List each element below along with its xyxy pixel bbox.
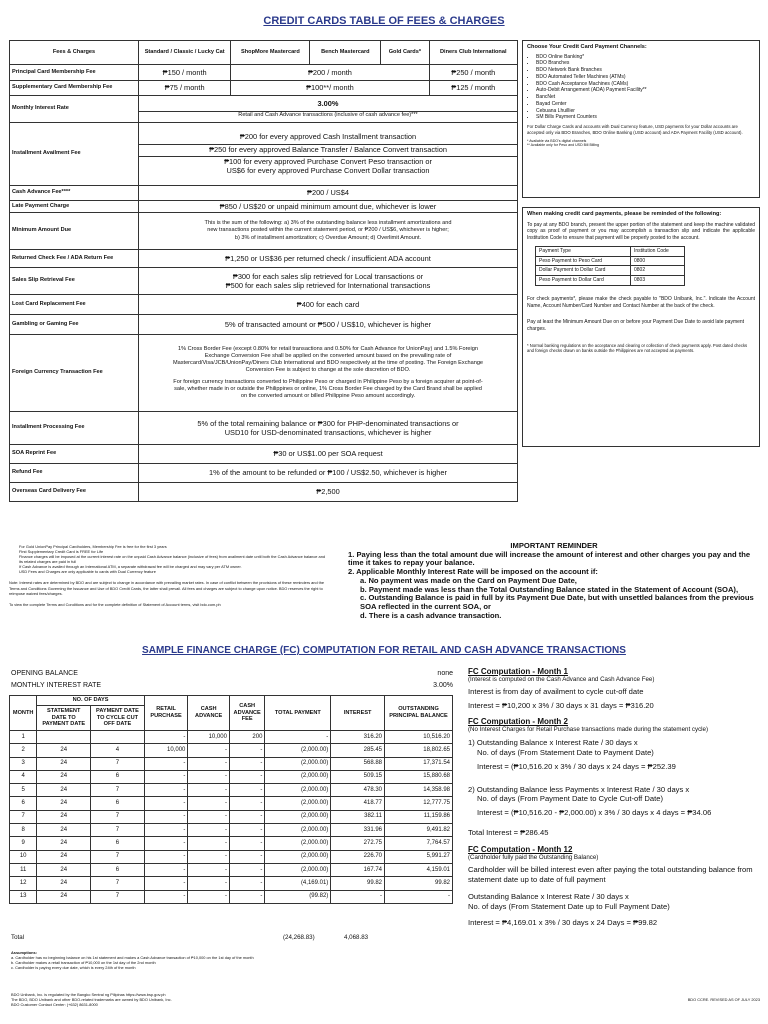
inst-proc-2: USD10 for USD-denominated transactions, whichever is higher bbox=[224, 428, 432, 437]
row-gambling bbox=[10, 315, 518, 335]
inst-code: 0802 bbox=[630, 266, 684, 276]
channels-list bbox=[527, 54, 755, 122]
fc-cell: 24 bbox=[37, 797, 91, 810]
revision-note: BDO CCRE. REVISED AS OF JULY 2023 bbox=[687, 997, 760, 1002]
legal-text bbox=[11, 992, 451, 1007]
h-total: TOTAL PAYMENT bbox=[265, 696, 331, 731]
channel-item: • BDO Network Bank Branches bbox=[536, 67, 755, 74]
fc-cell: 478.30 bbox=[331, 784, 385, 797]
footnote-1: For Gold UnionPay Principal Cardholders, Membership Fee is free for the first 3 years bbox=[19, 544, 167, 549]
total-label: Total bbox=[11, 934, 25, 941]
h-pay: PAYMENT DATE TO CYCLE CUT OFF DATE bbox=[91, 706, 145, 731]
fc-cell: 167.74 bbox=[331, 863, 385, 876]
fc-cell: - bbox=[188, 877, 230, 890]
fees-table bbox=[9, 40, 518, 502]
fc-cell: 8 bbox=[10, 824, 37, 837]
channel-item: • BancNet bbox=[536, 94, 755, 101]
reminder-p1: To pay at any BDO branch, present the upper portion of the statement and keep the machine validated copy as proof of payment or you may accomplish a transaction slip and indicate the applicable Institution Code to ensure that payment will be properly posted to the account. bbox=[527, 221, 755, 242]
row-cash-advance bbox=[10, 186, 518, 201]
fc-cell: 6 bbox=[91, 837, 145, 850]
header-shopmore: ShopMore Mastercard bbox=[231, 41, 310, 65]
label: Sales Slip Retrieval Fee bbox=[10, 268, 139, 295]
fc-cell: 200 bbox=[229, 731, 264, 744]
fc-row bbox=[10, 824, 453, 837]
reminder-title: When making credit card payments, please be reminded of the following: bbox=[527, 211, 722, 217]
label: Installment Availment Fee bbox=[10, 123, 139, 186]
row-foreign bbox=[10, 335, 518, 412]
fc-row bbox=[10, 837, 453, 850]
fc-cell: - bbox=[229, 863, 264, 876]
fc-cell: - bbox=[229, 810, 264, 823]
fc-cell: (2,000.00) bbox=[265, 784, 331, 797]
label: Minimum Amount Due bbox=[10, 213, 139, 250]
fc-cell: 11 bbox=[10, 863, 37, 876]
fc-cell: (4,169.01) bbox=[265, 877, 331, 890]
fc-cell: - bbox=[144, 890, 188, 903]
row-overseas bbox=[10, 483, 518, 502]
fc-cell: 316.20 bbox=[331, 731, 385, 744]
principal-mid: ₱200 / month bbox=[231, 65, 429, 81]
fc-cell: 24 bbox=[37, 890, 91, 903]
fc-cell: - bbox=[188, 850, 230, 863]
fc-row bbox=[10, 863, 453, 876]
fc-cell: 7 bbox=[91, 784, 145, 797]
gambling-value: 5% of transacted amount or ₱500 / US$10, whichever is higher bbox=[139, 315, 518, 335]
fc-cell: (2,000.00) bbox=[265, 757, 331, 770]
important-l1: 1. Paying less than the total amount due will increase the amount of interest and other charges you pay and the time it takes to repay your balance. bbox=[348, 549, 751, 568]
fc-cell: - bbox=[188, 757, 230, 770]
fc-cell: 7 bbox=[91, 877, 145, 890]
channels-note: For Dollar Charge Cards and accounts with Dual Currency feature, USD payments for your Dollar accounts are accepted only via BDO Branches, BDO Online Banking (USD account) and ADA Payment Facility (USD account). bbox=[527, 124, 743, 135]
m12-l4: Interest = ₱4,169.01 x 3% / 30 days x 24 Days = ₱99.82 bbox=[468, 918, 658, 928]
label: Foreign Currency Transaction Fee bbox=[10, 335, 139, 412]
total-interest: 4,068.83 bbox=[344, 934, 369, 941]
min-line3: b) 3% of installment amortization; c) Overdue Amount; d) Overlimit Amount. bbox=[234, 234, 422, 241]
fc-cell: - bbox=[144, 784, 188, 797]
m2-l5: No. of days (From Payment Date to Cycle Cut-off Date) bbox=[477, 794, 663, 804]
fc-cell: 285.45 bbox=[331, 744, 385, 757]
m1-title: FC Computation - Month 1 bbox=[468, 667, 568, 676]
fc-row bbox=[10, 810, 453, 823]
fc-cell: - bbox=[331, 890, 385, 903]
fc-cell: 2 bbox=[10, 744, 37, 757]
row-interest bbox=[10, 96, 518, 123]
inst-type: Peso Payment to Dollar Card bbox=[536, 276, 631, 286]
fc-cell: 24 bbox=[37, 877, 91, 890]
assumptions bbox=[11, 950, 451, 970]
principal-standard: ₱150 / month bbox=[139, 65, 231, 81]
important-d: d. There is a cash advance transaction. bbox=[360, 610, 502, 620]
channel-item: • SM Bills Payment Counters bbox=[536, 114, 755, 121]
fc-cell: 1 bbox=[10, 731, 37, 744]
label: Installment Processing Fee bbox=[10, 412, 139, 445]
fc-cell: 509.15 bbox=[331, 770, 385, 783]
label: SOA Reprint Fee bbox=[10, 445, 139, 464]
fc-cell: 10,516.20 bbox=[385, 731, 453, 744]
h-cafee: CASH ADVANCE FEE bbox=[229, 696, 264, 731]
important-b: b. Payment made was less than the Total Outstanding Balance stated in the Statement of Account (SOA), bbox=[360, 584, 739, 594]
fc-cell: - bbox=[144, 850, 188, 863]
fc-cell: 24 bbox=[37, 837, 91, 850]
m1-l1: Interest is from day of availment to cycle cut-off date bbox=[468, 687, 644, 696]
foreign-p1: 1% Cross Border Fee (except 0.80% for retail transactions and 0.50% for Cash Advance for UnionPay) and 1.5% Foreign Exchange Conversion Fee shall be applied on the converted amount based on the prevailing rate of Mastercard/Visa/JCB/UnionPay/Diners Club International and BDO respectively at the time of posting. The Foreign Exchange Conversion Fee is subject to change at the sole discretion of BDO. bbox=[172, 345, 484, 374]
rate-value: 3.00% bbox=[433, 682, 453, 689]
inst-cash: ₱200 for every approved Cash Installment transaction bbox=[239, 132, 417, 142]
fc-cell: 5 bbox=[10, 784, 37, 797]
important-l2: 2. Applicable Monthly Interest Rate will be imposed on the account if: bbox=[348, 567, 598, 577]
inst-balance: ₱250 for every approved Balance Transfer / Balance Convert transaction bbox=[139, 144, 517, 154]
fc-cell: - bbox=[385, 890, 453, 903]
sample-title: SAMPLE FINANCE CHARGE (FC) COMPUTATION FOR RETAIL AND CASH ADVANCE TRANSACTIONS bbox=[142, 645, 626, 656]
assumption-b: b. Cardholder makes a retail transaction of ₱10,000 on the 1st day of the 2nd month bbox=[11, 960, 156, 966]
fc-cell: 7 bbox=[91, 757, 145, 770]
fc-cell: 418.77 bbox=[331, 797, 385, 810]
fc-cell: 99.82 bbox=[331, 877, 385, 890]
fc-cell: (2,000.00) bbox=[265, 837, 331, 850]
fc-cell: 7 bbox=[91, 850, 145, 863]
fc-cell: - bbox=[144, 877, 188, 890]
principal-diners: ₱250 / month bbox=[429, 65, 517, 81]
fc-cell: - bbox=[229, 824, 264, 837]
returned-check-value: ₱1,250 or US$36 per returned check / insufficient ADA account bbox=[139, 250, 518, 268]
fc-cell: (2,000.00) bbox=[265, 824, 331, 837]
fc-cell: - bbox=[229, 770, 264, 783]
fc-cell: (2,000.00) bbox=[265, 863, 331, 876]
row-principal bbox=[10, 65, 518, 81]
footnote-5: USD Fees and Charges are only applicable to cards with Dual Currency feature bbox=[19, 569, 156, 575]
label: Overseas Card Delivery Fee bbox=[10, 483, 139, 502]
channel-item: • Bayad Center bbox=[536, 101, 755, 108]
fc-cell: 6 bbox=[91, 863, 145, 876]
label: Late Payment Charge bbox=[10, 201, 139, 213]
footnote-note: Note: Interest rates are determined by BDO and are subject to change in accordance with prevailing market rates. In case of conflict between the provisions of these reminders and the Terms and Conditions Governing the Issuance and Use of BDO Credit Cards, the latter shall prevail. All fees and charges are subject to change upon notice. BDO reserves the right to reimpose waived fees/charges. bbox=[9, 580, 325, 596]
fc-cell: 24 bbox=[37, 757, 91, 770]
row-supplementary bbox=[10, 81, 518, 96]
channel-item: • BDO Automated Teller Machines (ATMs) bbox=[536, 74, 755, 81]
assumption-a: a. Cardholder has no beginning balance on his 1st statement and makes a Cash Advance transaction of ₱10,000 on the 1st day of the month bbox=[11, 955, 254, 961]
fc-row bbox=[10, 850, 453, 863]
channel-item: • Cebuana Lhuillier bbox=[536, 108, 755, 115]
fc-cell: 10 bbox=[10, 850, 37, 863]
m12-l3: No. of days (From Statement Date up to Full Payment Date) bbox=[468, 901, 670, 911]
inst-type: Peso Payment to Peso Card bbox=[536, 256, 631, 266]
header-gold: Gold Cards* bbox=[381, 41, 429, 65]
fc-cell: 7 bbox=[91, 890, 145, 903]
fc-cell: - bbox=[144, 863, 188, 876]
inst-peso: ₱100 for every approved Purchase Convert Peso transaction or bbox=[139, 156, 517, 166]
fc-cell: - bbox=[188, 824, 230, 837]
fc-cell: - bbox=[229, 744, 264, 757]
assumption-c: c. Cardholder is paying every due date, which is every 24th of the month bbox=[11, 965, 136, 971]
fc-cell: 24 bbox=[37, 850, 91, 863]
fc-cell: 15,880.68 bbox=[385, 770, 453, 783]
fc-cell: (2,000.00) bbox=[265, 810, 331, 823]
opening-value: none bbox=[437, 670, 453, 677]
header-standard: Standard / Classic / Lucky Cat bbox=[139, 41, 231, 65]
supp-mid: ₱100**/ month bbox=[231, 81, 429, 96]
fc-cell: 3 bbox=[10, 757, 37, 770]
fc-cell: - bbox=[188, 890, 230, 903]
fc-cell: (99.82) bbox=[265, 890, 331, 903]
fc-cell: 226.70 bbox=[331, 850, 385, 863]
inst-code: 0803 bbox=[630, 276, 684, 286]
important-c: c. Outstanding Balance is paid in full by its Payment Due Date, but with unsettled balances from the previous SOA reflected in the current SOA, or bbox=[360, 593, 754, 612]
inst-head-type: Payment Type bbox=[536, 246, 631, 256]
fc-cell: - bbox=[144, 810, 188, 823]
fc-cell: 4 bbox=[10, 770, 37, 783]
label: Gambling or Gaming Fee bbox=[10, 315, 139, 335]
m12-l1: Cardholder will be billed interest even after paying the total outstanding balance from statement date up to date of full payment bbox=[468, 865, 753, 885]
important-title: IMPORTANT REMINDER bbox=[510, 541, 598, 550]
row-late-payment bbox=[10, 201, 518, 213]
label: Principal Card Membership Fee bbox=[10, 65, 139, 81]
channels-title: Choose Your Credit Card Payment Channels: bbox=[527, 44, 647, 50]
header-bench: Bench Mastercard bbox=[310, 41, 381, 65]
m2-l1: 1) Outstanding Balance x Interest Rate / 30 days x bbox=[468, 738, 638, 748]
m12-title: FC Computation - Month 12 bbox=[468, 845, 573, 855]
fc-table bbox=[9, 695, 453, 904]
fc-cell: - bbox=[229, 797, 264, 810]
label: Lost Card Replacement Fee bbox=[10, 295, 139, 315]
channel-item: • BDO Cash Acceptance Machines (CAMs) bbox=[536, 81, 755, 88]
fc-cell: 10,000 bbox=[188, 731, 230, 744]
fc-cell: 14,358.98 bbox=[385, 784, 453, 797]
h-outstanding: OUTSTANDING PRINCIPAL BALANCE bbox=[385, 696, 453, 731]
fc-cell: 24 bbox=[37, 810, 91, 823]
fc-row bbox=[10, 797, 453, 810]
channel-item: • Auto-Debit Arrangement (ADA) Payment Facility** bbox=[536, 87, 755, 94]
fc-cell: 18,802.65 bbox=[385, 744, 453, 757]
slip-local: ₱300 for each sales slip retrieved for Local transactions or bbox=[232, 271, 424, 281]
fc-cell: 13 bbox=[10, 890, 37, 903]
channels-fn1: * Available via BDO's digital channels bbox=[527, 138, 587, 143]
fees-footnotes bbox=[9, 544, 329, 607]
fc-cell: 11,159.86 bbox=[385, 810, 453, 823]
label: Refund Fee bbox=[10, 464, 139, 483]
soa-reprint-value: ₱30 or US$1.00 per SOA request bbox=[139, 445, 518, 464]
fc-cell: (2,000.00) bbox=[265, 797, 331, 810]
header-diners: Diners Club International bbox=[429, 41, 517, 65]
m2-sub: (No Interest Charges for Retail Purchase transactions made during the statement cycle) bbox=[468, 726, 709, 734]
overseas-value: ₱2,500 bbox=[139, 483, 518, 502]
interest-desc: Retail and Cash Advance transactions (inclusive of cash advance fee)*** bbox=[139, 111, 517, 119]
fc-cell bbox=[91, 731, 145, 744]
legal-2: The BDO, BDO Unibank and other BDO-related trademarks are owned by BDO Unibank, Inc. bbox=[11, 997, 172, 1003]
fc-cell: - bbox=[188, 863, 230, 876]
label: Returned Check Fee / ADA Return Fee bbox=[10, 250, 139, 268]
fc-cell: 7 bbox=[10, 810, 37, 823]
h-month: MONTH bbox=[10, 696, 37, 731]
reminder-p3: Pay at least the Minimum Amount Due on or before your Payment Due Date to avoid late payment charges. bbox=[527, 319, 745, 333]
opening-label: OPENING BALANCE bbox=[11, 670, 78, 677]
fc-cell: - bbox=[229, 890, 264, 903]
m2-l2: No. of days (From Statement Date to Payment Date) bbox=[477, 748, 654, 758]
lost-card-value: ₱400 for each card bbox=[139, 295, 518, 315]
fc-cell: - bbox=[144, 731, 188, 744]
late-payment-value: ₱850 / US$20 or unpaid minimum amount due, whichever is lower bbox=[139, 201, 518, 213]
label: Cash Advance Fee**** bbox=[10, 186, 139, 201]
fc-cell: - bbox=[144, 770, 188, 783]
fc-row bbox=[10, 744, 453, 757]
foreign-p2: For foreign currency transactions converted to Philippine Peso or charged in Philippine Peso by a foreign acquirer at point-of-sale, whether made in or outside the Philippines or online, 1% Cross Border Fee charged by the Card Brand shall be applied on the converted amount or billed Philippine Peso amount accordingly. bbox=[173, 378, 483, 399]
fc-cell: - bbox=[188, 837, 230, 850]
rate-row bbox=[11, 682, 453, 689]
fc-cell: 6 bbox=[91, 797, 145, 810]
fc-cell: 382.11 bbox=[331, 810, 385, 823]
fc-cell: - bbox=[144, 837, 188, 850]
m12-l2: Outstanding Balance x Interest Rate / 30 days x bbox=[468, 891, 629, 901]
fc-cell: - bbox=[188, 797, 230, 810]
footnote-4: If Cash Advance is availed through an International ATM, a separate withdrawal fee will be charged and may vary per ATM owner. bbox=[19, 564, 242, 570]
legal-1: BDO Unibank, Inc. is regulated by the Bangko Sentral ng Pilipinas https://www.bsp.gov.ph bbox=[11, 992, 166, 997]
opening-balance-row bbox=[11, 670, 453, 677]
fc-cell: - bbox=[144, 757, 188, 770]
fc-cell: 331.96 bbox=[331, 824, 385, 837]
fc-cell: (2,000.00) bbox=[265, 770, 331, 783]
fc-cell: 6 bbox=[91, 770, 145, 783]
inst-code: 0800 bbox=[630, 256, 684, 266]
fc-cell: (2,000.00) bbox=[265, 744, 331, 757]
m2-title: FC Computation - Month 2 bbox=[468, 717, 568, 727]
fc-cell: (2,000.00) bbox=[265, 850, 331, 863]
fc-cell: - bbox=[229, 850, 264, 863]
supp-diners: ₱125 / month bbox=[429, 81, 517, 96]
fc-cell: 568.88 bbox=[331, 757, 385, 770]
fc-cell: 99.82 bbox=[385, 877, 453, 890]
m2-total: Total Interest = ₱286.45 bbox=[468, 827, 549, 837]
inst-head-code: Institution Code bbox=[630, 246, 684, 256]
cash-advance-value: ₱200 / US$4 bbox=[139, 186, 518, 201]
row-installment-processing bbox=[10, 412, 518, 445]
fc-cell: 6 bbox=[10, 797, 37, 810]
fc-cell: 272.75 bbox=[331, 837, 385, 850]
h-cash: CASH ADVANCE bbox=[188, 696, 230, 731]
row-refund bbox=[10, 464, 518, 483]
fc-cell: 24 bbox=[37, 863, 91, 876]
interest-rate: 3.00% bbox=[317, 99, 339, 109]
m12-sub: (Cardholder fully paid the Outstanding Balance) bbox=[468, 854, 599, 862]
fc-computations bbox=[468, 667, 760, 928]
fc-cell: 24 bbox=[37, 784, 91, 797]
legal-3: BDO Customer Contact Center: (+632) 8631-8000 bbox=[11, 1002, 98, 1008]
rate-label: MONTHLY INTEREST RATE bbox=[11, 682, 102, 689]
fc-cell: 7 bbox=[91, 810, 145, 823]
page-title: CREDIT CARDS TABLE OF FEES & CHARGES bbox=[263, 15, 505, 27]
important-reminder bbox=[344, 542, 764, 620]
fc-row bbox=[10, 877, 453, 890]
slip-intl: ₱500 for each sales slip retrieved for International transactions bbox=[225, 281, 431, 290]
row-installment bbox=[10, 123, 518, 186]
header-fees: Fees & Charges bbox=[10, 41, 139, 65]
inst-type: Dollar Payment to Dollar Card bbox=[536, 266, 631, 276]
channel-item: • BDO Branches bbox=[536, 60, 755, 67]
label: Monthly Interest Rate bbox=[10, 96, 139, 123]
fc-cell: - bbox=[229, 877, 264, 890]
m2-l6: Interest = (₱10,516.20 - ₱2,000.00) x 3% / 30 days x 4 days = ₱34.06 bbox=[477, 808, 712, 818]
fc-cell: 10,000 bbox=[144, 744, 188, 757]
min-line1: This is the sum of the following: a) 3% of the outstanding balance less installment amortizations and bbox=[204, 220, 452, 227]
h-stmt: STATEMENT DATE TO PAYMENT DATE bbox=[37, 706, 91, 731]
fc-cell: - bbox=[229, 784, 264, 797]
fc-cell: 7,764.57 bbox=[385, 837, 453, 850]
label: Supplementary Card Membership Fee bbox=[10, 81, 139, 96]
m2-l3: Interest = (₱10,516.20 x 3% / 30 days x 24 days = ₱252.39 bbox=[477, 761, 676, 771]
footnote-3: Finance charges will be imposed at the current interest rate on the unpaid Cash Advance balance (inclusive of fees) from availment date until both the Cash Advance balance and its related charges are paid in full bbox=[19, 554, 326, 565]
fc-row bbox=[10, 757, 453, 770]
institution-code-table bbox=[535, 246, 685, 286]
fc-cell: 4,159.01 bbox=[385, 863, 453, 876]
row-soa-reprint bbox=[10, 445, 518, 464]
h-retail: RETAIL PURCHASE bbox=[144, 696, 188, 731]
fc-cell: 9 bbox=[10, 837, 37, 850]
fc-cell: 9,491.82 bbox=[385, 824, 453, 837]
fc-cell: - bbox=[144, 824, 188, 837]
supp-standard: ₱75 / month bbox=[139, 81, 231, 96]
fc-cell: - bbox=[188, 784, 230, 797]
total-payment: (24,268.83) bbox=[283, 934, 315, 941]
inst-proc-1: 5% of the total remaining balance or ₱300 for PHP-denominated transactions or bbox=[197, 418, 459, 428]
fc-cell: - bbox=[144, 797, 188, 810]
payment-reminder-box bbox=[522, 207, 760, 447]
fc-cell: 5,991.27 bbox=[385, 850, 453, 863]
refund-value: 1% of the amount to be refunded or ₱100 / US$2.50, whichever is higher bbox=[139, 464, 518, 483]
fc-cell: 24 bbox=[37, 824, 91, 837]
fc-cell: - bbox=[188, 770, 230, 783]
row-sales-slip bbox=[10, 268, 518, 295]
row-minimum bbox=[10, 213, 518, 250]
fc-cell: - bbox=[229, 837, 264, 850]
h-days: NO. OF DAYS bbox=[37, 696, 144, 706]
fc-total-row bbox=[11, 934, 453, 941]
reminder-p4: * Normal banking regulations on the acceptance and clearing or collection of check payments apply. Post dated checks and foreign checks drawn on banks outside the Philippines are not accepted as payments. bbox=[527, 342, 748, 354]
fc-cell: 12 bbox=[10, 877, 37, 890]
row-returned-check bbox=[10, 250, 518, 268]
payment-channels-box bbox=[522, 40, 760, 198]
m1-l2: Interest = ₱10,200 x 3% / 30 days x 31 days = ₱316.20 bbox=[468, 700, 654, 710]
fc-cell: - bbox=[188, 744, 230, 757]
fc-cell: - bbox=[229, 757, 264, 770]
fc-row bbox=[10, 731, 453, 744]
m1-sub: (Interest is computed on the Cash Advance and Cash Advance Fee) bbox=[468, 676, 655, 683]
fc-cell: - bbox=[265, 731, 331, 744]
fc-cell: 4 bbox=[91, 744, 145, 757]
channels-fn2: ** Available only for Peso and USD Bill Billing bbox=[527, 143, 600, 148]
channel-item: • BDO Online Banking* bbox=[536, 54, 755, 61]
fc-cell bbox=[37, 731, 91, 744]
fc-row bbox=[10, 770, 453, 783]
m2-l4: 2) Outstanding Balance less Payments x Interest Rate / 30 days x bbox=[468, 784, 690, 794]
fc-cell: 24 bbox=[37, 744, 91, 757]
fc-cell: 17,371.54 bbox=[385, 757, 453, 770]
row-lost-card bbox=[10, 295, 518, 315]
footnote-2: First Supplementary Credit Card is FREE for Life bbox=[19, 549, 104, 555]
important-a: a. No payment was made on the Card on Payment Due Date, bbox=[360, 575, 577, 585]
fc-row bbox=[10, 890, 453, 903]
assumptions-title: Assumptions: bbox=[11, 950, 37, 955]
fc-cell: - bbox=[188, 810, 230, 823]
h-interest: INTEREST bbox=[331, 696, 385, 731]
fc-cell: 7 bbox=[91, 824, 145, 837]
inst-dollar: US$6 for every approved Purchase Convert Dollar transaction bbox=[226, 166, 430, 176]
fc-row bbox=[10, 784, 453, 797]
min-line2: new transactions posted within the current statement period, or ₱200 / US$6, whichever is higher; bbox=[207, 227, 449, 234]
fc-cell: 24 bbox=[37, 770, 91, 783]
fc-cell: 12,777.75 bbox=[385, 797, 453, 810]
reminder-p2: For check payments*, please make the check payable to "BDO Unibank, Inc.". Indicate the Account Name, Account Number/Card Number and Contact Number at the back of the check. bbox=[527, 295, 755, 309]
footnote-view: To view the complete Terms and Conditions and for the complete definition of Statement of Account terms, visit bdo.com.ph bbox=[9, 601, 221, 607]
